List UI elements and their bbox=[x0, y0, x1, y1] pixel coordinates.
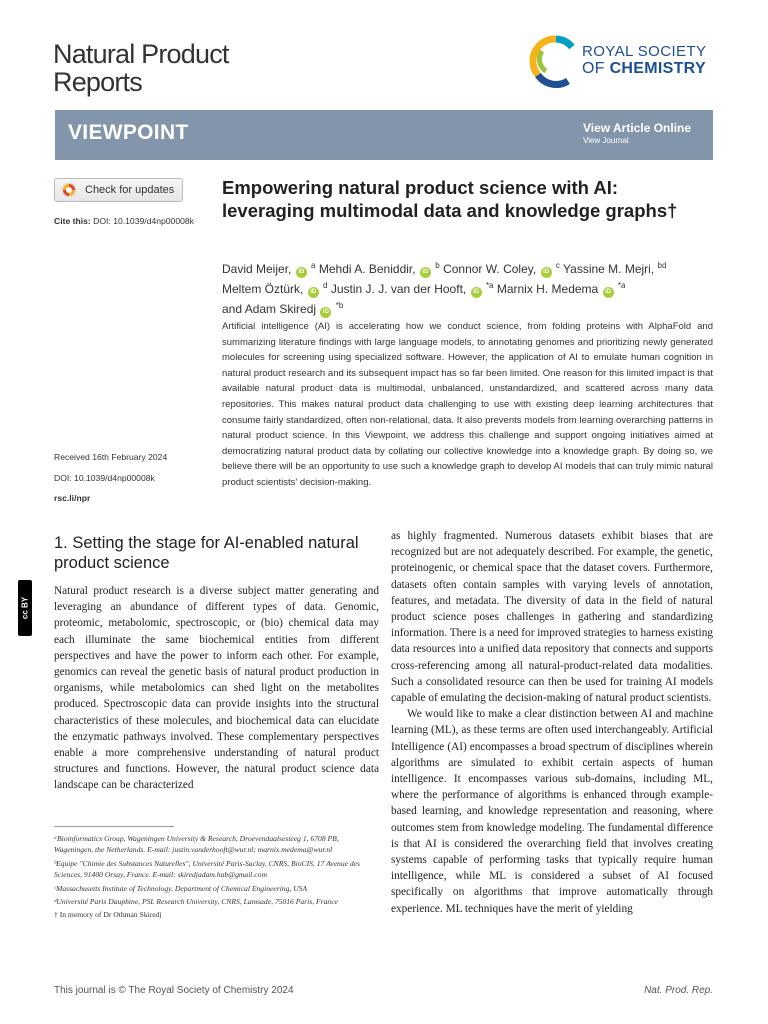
orcid-icon[interactable]: iD bbox=[308, 287, 319, 298]
cite-this bbox=[54, 216, 194, 226]
body-paragraph: We would like to make a clear distinction between AI and machine learning (ML), as these terms are often used interchangeably. Artificial Intelligence (AI) encompasses a broad spectrum of disciplines wherein algorithms are simulated to exhibit certain aspects of human intelligence. It encompasses various sub-domains, including ML, where the performance of algorithms is enhanced through example-based learning, and knowledge representation and reasoning, where outcomes stem from knowledge modeling. The fundamental difference is that AI is considered the overarching field that involves creating systems capable of performing tasks that typically require human intelligence, while ML is considered a subset of AI focused specifically on algorithms that improve automatically through experience. ML techniques have the merit of yielding bbox=[391, 708, 713, 915]
author-name: Adam Skiredj bbox=[244, 302, 317, 316]
orcid-icon[interactable]: iD bbox=[320, 307, 331, 318]
body-right-column bbox=[391, 528, 713, 917]
footnote: ᵈUniversité Paris Dauphine, PSL Research University, CNRS, Lamsade, 75016 Paris, France bbox=[54, 897, 338, 907]
abstract: Artificial intelligence (AI) is accelerating how we conduct science, from folding proteins with AlphaFold and summarizing literature findings with large language models, to annotating genomes and prioritizing newly generated molecules for screening using specialized software. However, the application of AI to emulate human cognition in natural product research and its subsequent impact has so far been limited. One reason for this limited impact is that available natural product data is multimodal, unbalanced, unstandardized, and scattered across many data repositories. This makes natural product data challenging to use with existing deep learning architectures that consume fairly standardized, often non-relational, data. It also prevents models from learning overarching patterns in natural product science. In this Viewpoint, we address this challenge and support ongoing initiatives aimed at democratizing natural product data by collating our collective knowledge into a knowledge graph. By doing so, we believe there will be an opportunity to use such a knowledge graph to develop AI models that can truly mimic natural product scientists' decision-making. bbox=[222, 321, 713, 488]
author-name: Justin J. J. van der Hooft, bbox=[330, 282, 467, 296]
author-name: Meltem Öztürk, bbox=[222, 282, 304, 296]
cite-doi-link[interactable]: DOI: 10.1039/d4np00008k bbox=[93, 216, 194, 226]
cc-license-badge[interactable]: cc BY bbox=[18, 580, 32, 636]
author-affiliation: *b bbox=[335, 301, 344, 310]
journal-title-line2: Reports bbox=[53, 67, 142, 97]
body-paragraph: Natural product research is a diverse subject matter generating and leveraging an abundance of different types of data. Genomic, proteomic, metabolomic, spectroscopic, or (bio) chemical data may each illuminate the same biochemical entities from different perspectives and have the power to inform each other. For example, genomics can reveal the genetic basis of natural product production in organisms, while metabolomics can shed light on the metabolites produced. Spectroscopic data can provide insights into the structural characteristics of these molecules, and biochemical data can elucidate the enzymatic pathways involved. These complementary perspectives enable a more comprehensive understanding of natural product structures and functions. However, the natural product science data landscape can be characterized bbox=[54, 585, 379, 792]
journal-title bbox=[53, 40, 313, 96]
orcid-icon[interactable]: iD bbox=[420, 267, 431, 278]
received-date: Received 16th February 2024 bbox=[54, 452, 168, 462]
author-affiliation: c bbox=[555, 261, 560, 270]
author-affiliation: d bbox=[323, 281, 328, 290]
author-name: Mehdi A. Beniddir, bbox=[318, 262, 416, 276]
orcid-icon[interactable]: iD bbox=[296, 267, 307, 278]
view-journal-link[interactable]: View Journal bbox=[583, 136, 629, 145]
author-name: Yassine M. Mejri, bbox=[563, 262, 655, 276]
publisher-line2: OF CHEMISTRY bbox=[582, 60, 706, 77]
publisher-line1: ROYAL SOCIETY bbox=[582, 43, 707, 60]
crossmark-icon bbox=[61, 182, 77, 198]
cite-label: Cite this: bbox=[54, 216, 91, 226]
author-list bbox=[222, 258, 702, 318]
author-name: Connor W. Coley, bbox=[443, 262, 537, 276]
footer-journal: Nat. Prod. Rep. bbox=[644, 985, 713, 996]
check-for-updates-button[interactable] bbox=[54, 178, 183, 202]
body-paragraph: as highly fragmented. Numerous datasets exhibit biases that are recognized but are not adequately described. For example, the genetic, proteinogenic, or chemical space that the dataset covers. Furthermore, datasets often contain samples with varying levels of annotation, features, and metadata. The diversity of data in the field of natural product science poses challenges in gathering and standardizing information. There is a need for improved strategies to harness existing data resources into a unified data repository that connects and supports cross-referencing among all natural-product-related data modalities. Such a consolidated resource can then be used for training AI models capable of emulating the decision-making of natural product scientists. bbox=[391, 530, 713, 705]
section-heading: 1. Setting the stage for AI-enabled natural product science bbox=[54, 534, 359, 572]
publisher-name bbox=[582, 43, 706, 77]
footnote: ᶜMassachusetts Institute of Technology, Department of Chemical Engineering, USA bbox=[54, 883, 308, 893]
author-affiliation: a bbox=[311, 261, 316, 270]
footnotes bbox=[54, 833, 379, 923]
footnote: ᵃBioinformatics Group, Wageningen University & Research, Droevendaalsesteeg 1, 6708 PB, Wageningen, the Netherlands. E-mail: justin.vanderhooft@wur.nl; marnix.medema@wur.nl bbox=[54, 834, 339, 855]
and-word: and bbox=[222, 302, 243, 316]
check-for-updates-label: Check for updates bbox=[85, 184, 175, 196]
footnote: ᵇEquipe "Chimie des Substances Naturelles", Université Paris-Saclay, CNRS, BioCIS, 17 Avenue des Sciences, 91400 Orsay, France. E-mail: skiredjadam.hub@gmail.com bbox=[54, 858, 361, 880]
author-affiliation: bd bbox=[657, 261, 667, 270]
banner-links bbox=[583, 121, 691, 146]
article-type-label: VIEWPOINT bbox=[68, 121, 189, 144]
footer-copyright: This journal is © The Royal Society of Chemistry 2024 bbox=[54, 985, 294, 996]
orcid-icon[interactable]: iD bbox=[471, 287, 482, 298]
article-title: Empowering natural product science with AI: leveraging multimodal data and knowledge graphs† bbox=[222, 177, 678, 221]
author-affiliation: b bbox=[435, 261, 440, 270]
author-affiliation: *a bbox=[485, 281, 494, 290]
author-affiliation: *a bbox=[617, 281, 626, 290]
orcid-icon[interactable]: iD bbox=[603, 287, 614, 298]
footnote-divider bbox=[54, 826, 174, 827]
footnote: † In memory of Dr Othman Skiredj bbox=[54, 910, 162, 920]
journal-title-line1: Natural Product bbox=[53, 39, 229, 69]
orcid-icon[interactable]: iD bbox=[541, 267, 552, 278]
author-name: Marnix H. Medema bbox=[496, 282, 599, 296]
author-name: David Meijer, bbox=[222, 262, 292, 276]
view-article-online-link[interactable]: View Article Online bbox=[583, 121, 692, 135]
body-left-column bbox=[54, 583, 379, 794]
doi: DOI: 10.1039/d4np00008k bbox=[54, 473, 155, 483]
journal-link[interactable]: rsc.li/npr bbox=[54, 493, 91, 503]
